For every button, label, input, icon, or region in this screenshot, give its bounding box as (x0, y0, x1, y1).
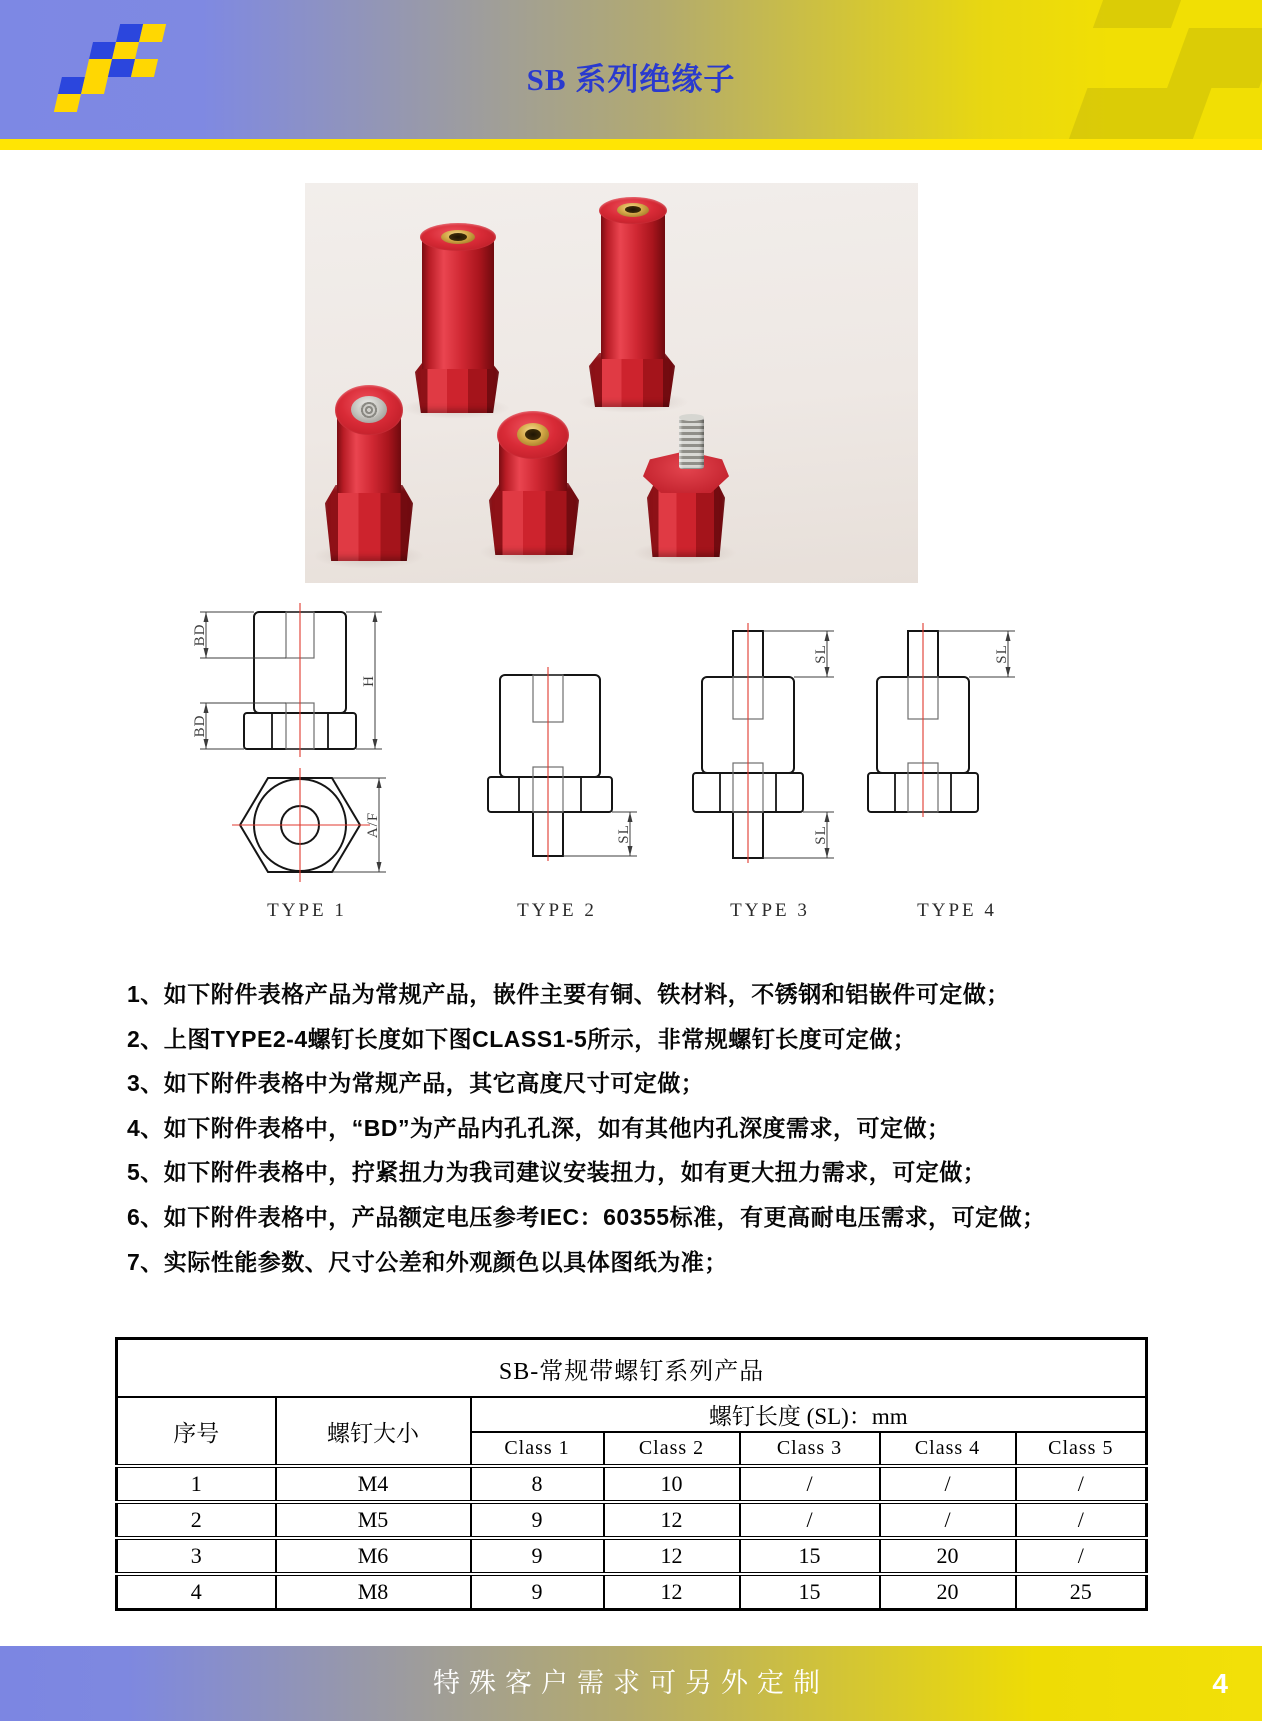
note-item: 1、如下附件表格产品为常规产品，嵌件主要有铜、铁材料，不锈钢和铝嵌件可定做； (127, 981, 1010, 1007)
table-cell: M4 (276, 1466, 471, 1502)
table-cell: 20 (880, 1538, 1016, 1574)
table-cell: 15 (740, 1574, 880, 1610)
page-title: SB 系列绝缘子 (526, 62, 736, 97)
table-cell: / (1016, 1466, 1147, 1502)
table-cell: M8 (276, 1574, 471, 1610)
page-number: 4 (1212, 1668, 1228, 1699)
notes-list (127, 972, 1207, 1284)
col-header-screw-size: 螺钉大小 (276, 1397, 471, 1466)
table-cell: / (880, 1502, 1016, 1538)
table-cell: 12 (604, 1574, 740, 1610)
cylinder-body (422, 237, 494, 369)
note-item: 2、上图TYPE2-4螺钉长度如下图CLASS1-5所示，非常规螺钉长度可定做； (127, 1025, 917, 1052)
table-cell: 2 (117, 1502, 276, 1538)
stud-top (679, 414, 704, 421)
table-cell: 9 (471, 1538, 604, 1574)
dim-label-sl: SL (994, 644, 1010, 664)
table-cell: / (880, 1466, 1016, 1502)
note-item: 7、实际性能参数、尺寸公差和外观颜色以具体图纸为准； (127, 1248, 728, 1275)
page-footer (0, 1646, 1262, 1721)
dim-label-sl: SL (616, 824, 632, 844)
threaded-stud (679, 417, 704, 469)
type3-label: TYPE 3 (730, 900, 810, 921)
table-cell: M6 (276, 1538, 471, 1574)
col-header-screw-length: 螺钉长度 (SL)：mm (471, 1397, 1147, 1432)
dim-label-bd: BD (192, 623, 208, 647)
col-header-class: Class 2 (604, 1432, 740, 1466)
spec-table (115, 1337, 1148, 1611)
col-header-class: Class 1 (471, 1432, 604, 1466)
thread-hole (525, 429, 541, 440)
table-cell: M5 (276, 1502, 471, 1538)
table-cell: 25 (1016, 1574, 1147, 1610)
table-cell: 9 (471, 1502, 604, 1538)
table-cell: / (740, 1466, 880, 1502)
dim-label-sl: SL (813, 644, 829, 664)
hex-base (325, 485, 413, 561)
footer-note: 特殊客户需求可另外定制 (433, 1668, 829, 1698)
type1-drawing (170, 555, 405, 895)
dim-label-h: H (361, 675, 377, 687)
type3-drawing (650, 615, 850, 865)
dim-label-sl: SL (813, 825, 829, 845)
table-cell: 10 (604, 1466, 740, 1502)
col-header-class: Class 3 (740, 1432, 880, 1466)
header-yellow-strip (0, 139, 1262, 150)
table-row (117, 1502, 1147, 1538)
note-item: 5、如下附件表格中，拧紧扭力为我司建议安装扭力，如有更大扭力需求，可定做； (127, 1159, 987, 1186)
table-cell: / (740, 1502, 880, 1538)
table-row (117, 1574, 1147, 1610)
type1-label: TYPE 1 (267, 900, 347, 921)
note-item: 4、如下附件表格中，“BD”为产品内孔孔深，如有其他内孔深度需求，可定做； (127, 1114, 951, 1141)
cylinder-body (601, 211, 665, 359)
thread-hole (449, 233, 467, 241)
table-title: SB-常规带螺钉系列产品 (117, 1339, 1147, 1398)
table-cell: 20 (880, 1574, 1016, 1610)
table-cell: 15 (740, 1538, 880, 1574)
thread-hole (359, 402, 379, 418)
col-header-index: 序号 (117, 1397, 276, 1466)
table-cell: 12 (604, 1538, 740, 1574)
type2-drawing (455, 615, 645, 865)
table-row (117, 1538, 1147, 1574)
dim-label-af: A/F (365, 811, 381, 839)
table-cell: 3 (117, 1538, 276, 1574)
product-photo (305, 183, 918, 583)
type4-label: TYPE 4 (917, 900, 997, 921)
type2-label: TYPE 2 (517, 900, 597, 921)
table-row (117, 1466, 1147, 1502)
note-item: 6、如下附件表格中，产品额定电压参考IEC：60355标准，有更高耐电压需求，可定做； (127, 1203, 1046, 1230)
table-cell: / (1016, 1538, 1147, 1574)
table-cell: 12 (604, 1502, 740, 1538)
note-item: 3、如下附件表格中为常规产品，其它高度尺寸可定做； (127, 1070, 705, 1097)
table-cell: 1 (117, 1466, 276, 1502)
type4-drawing (845, 615, 1040, 865)
dim-label-bd: BD (192, 714, 208, 738)
table-cell: 8 (471, 1466, 604, 1502)
header-decor-parallelogram (1093, 0, 1181, 28)
page-header (0, 0, 1262, 139)
table-cell: 4 (117, 1574, 276, 1610)
table-cell: 9 (471, 1574, 604, 1610)
col-header-class: Class 5 (1016, 1432, 1147, 1466)
hex-base (489, 483, 579, 555)
thread-hole (625, 206, 641, 213)
table-cell: / (1016, 1502, 1147, 1538)
col-header-class: Class 4 (880, 1432, 1016, 1466)
hex-base (589, 353, 675, 407)
